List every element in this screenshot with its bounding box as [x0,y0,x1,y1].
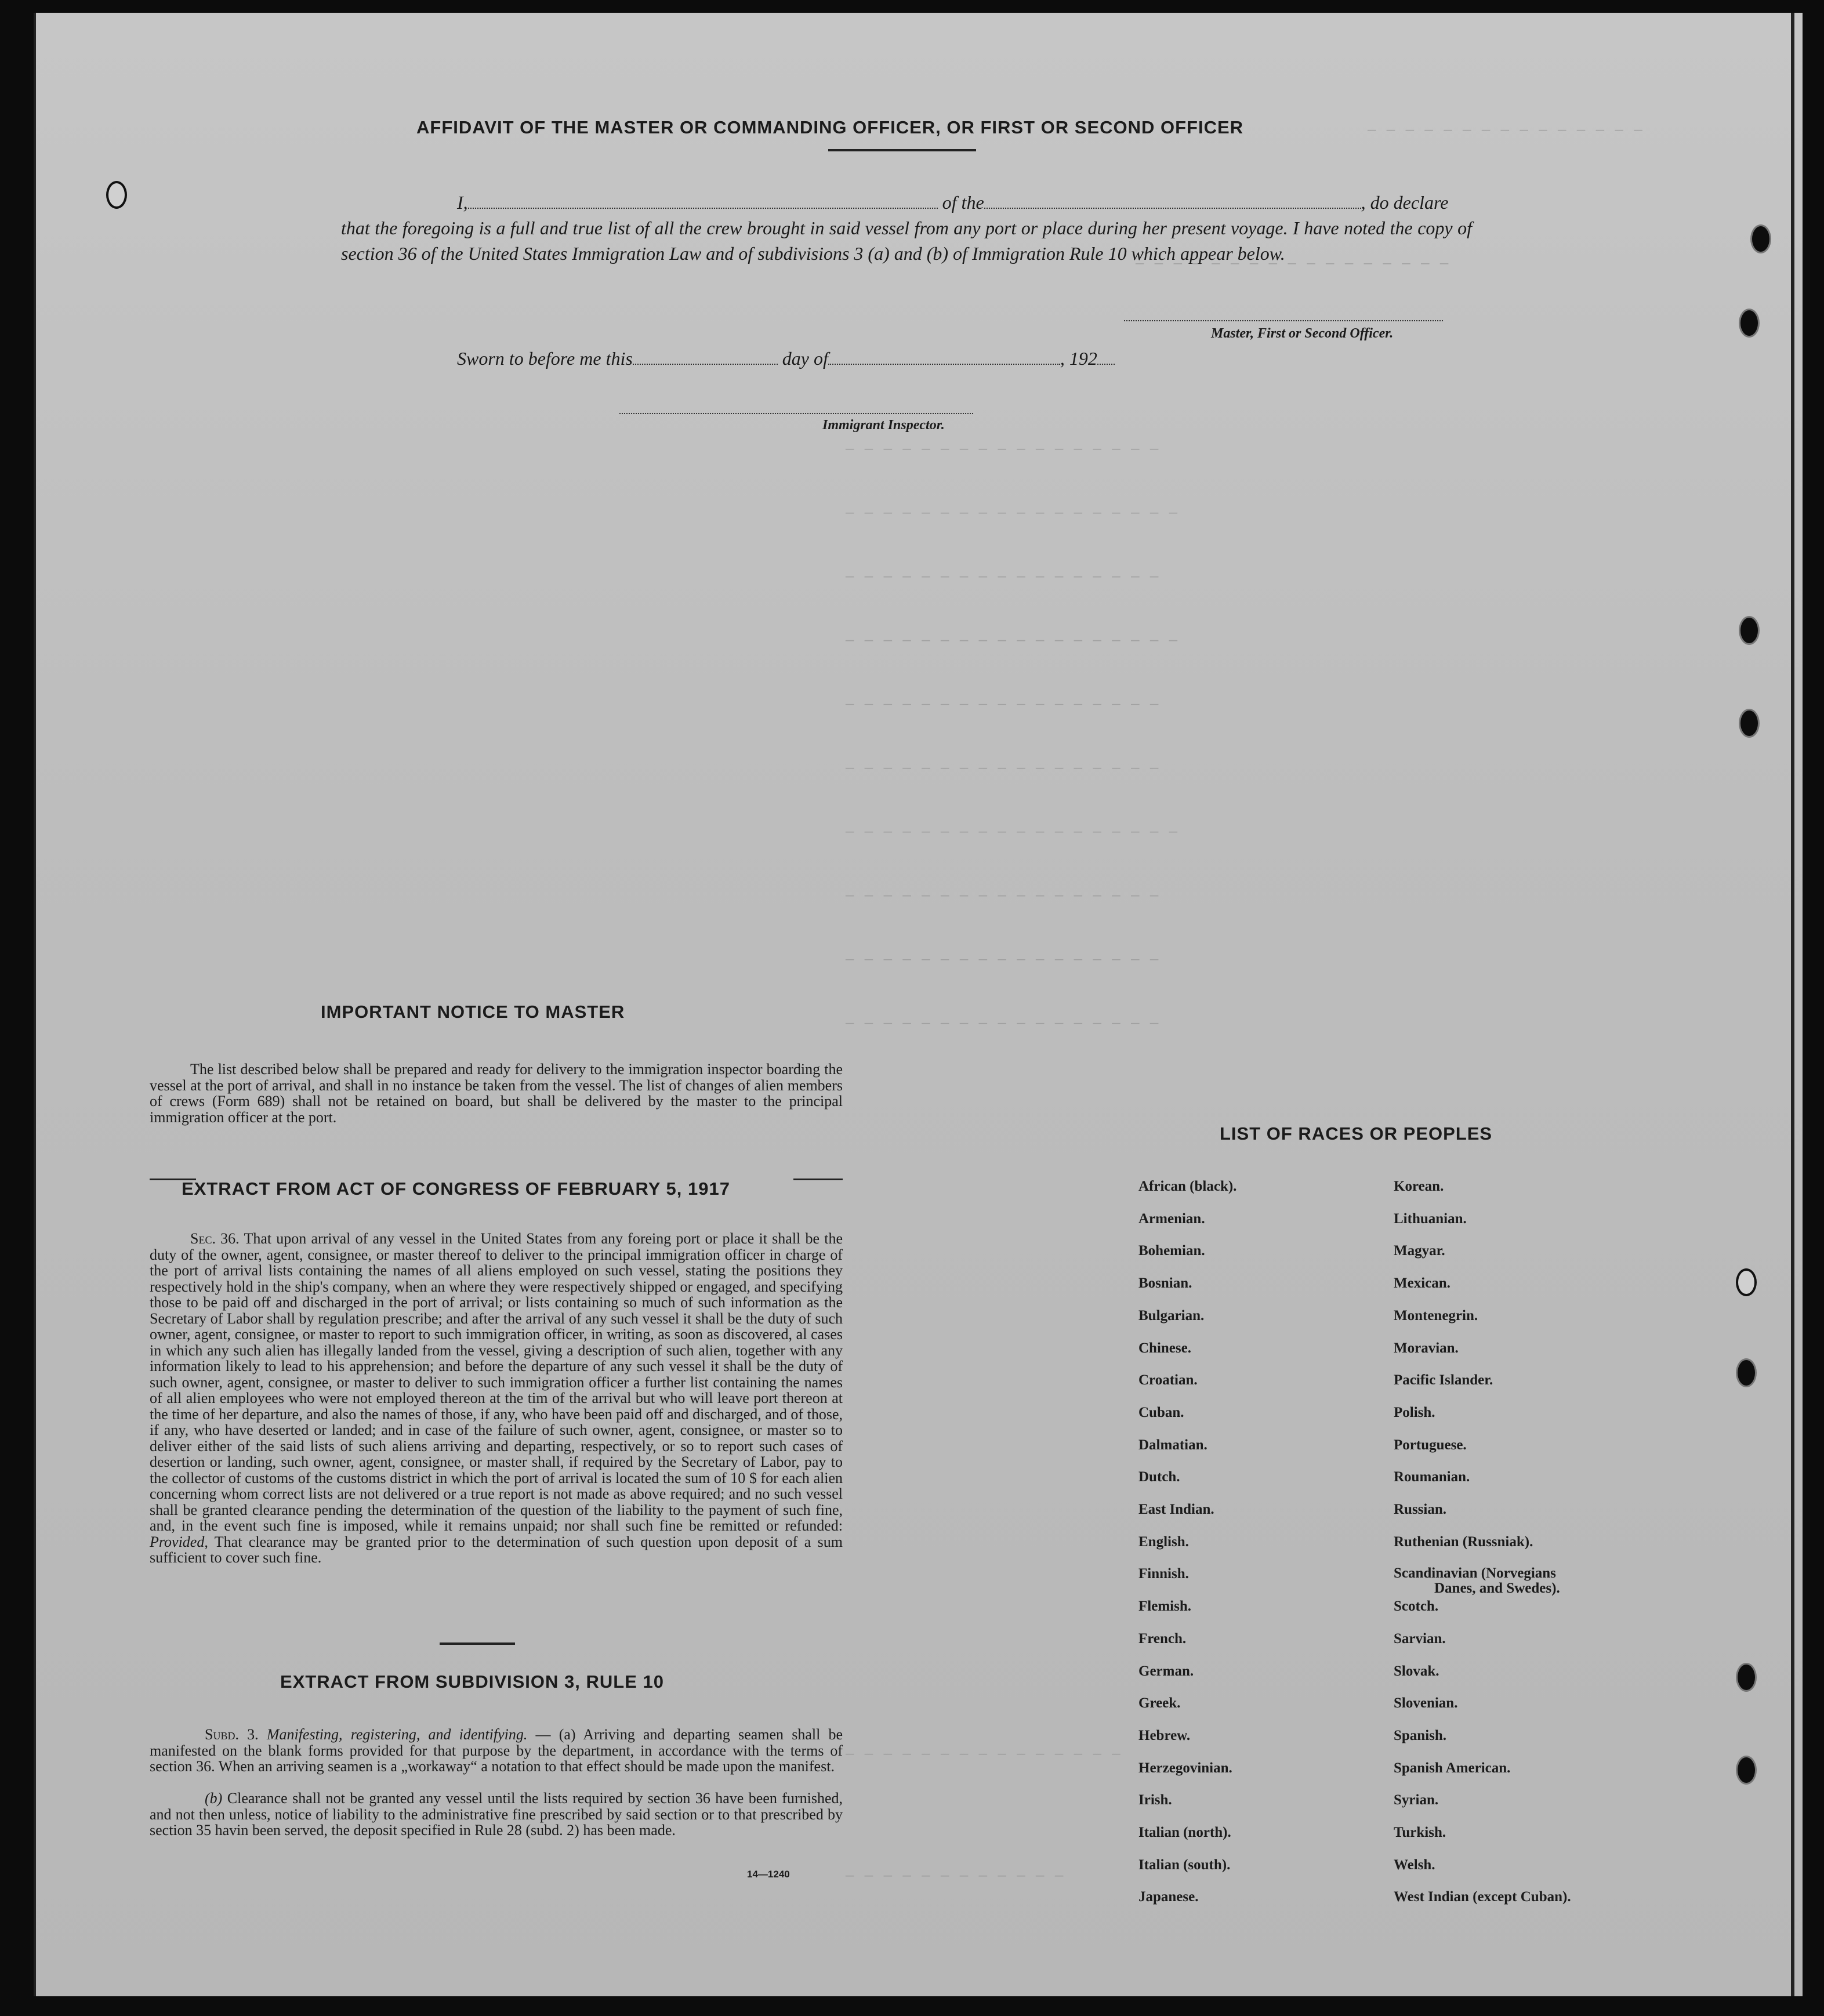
race-item: Croatian. [1138,1372,1198,1388]
left-page-edge [34,13,36,1996]
month-blank[interactable] [828,350,1060,365]
race-item [1394,1469,1470,1485]
master-signature-label: Master, First or Second Officer. [1211,326,1394,341]
race-item [1394,1179,1444,1195]
race-item [1394,1598,1438,1615]
race-label: Turkish. [1394,1825,1446,1840]
race-label: Portuguese. [1394,1437,1467,1453]
affidavit-body: that the foregoing is a full and true list of all the crew brought in said vessel from any port or place during her present voyage. I have noted the copy of section 36 of the United States Immigration Law and of subdivisions 3 (a) and (b) of Immigration Rule 10 which appear below. [341,217,1472,264]
race-item [1394,1695,1457,1712]
race-label: Magyar. [1394,1243,1445,1259]
race-label: Lithuanian. [1394,1210,1467,1227]
race-label: Montenegrin. [1394,1307,1478,1324]
bleed-through: — — — — — — — — — — — — — — — — — — — — — — — — — — — — — — — — — — — — — — — — — — — — — — — — — — — — — — — — — — — — — — — — — — — — — — — — — — — — — — — — — — — — — — — — — — — — — — — — — — — — — — — — — — — — — — — — — — — — — — — — — — — — — — — — — — — — — — — — — — — — — — — — — — — — — — — — — — — — — — — — — — — — — — — — — — — — — — — — — — — — — — — — — — — — — — — — — — — — — — — — — — — — — — — — — — — — — — — — — — — — — — — — — — — — — — — — [846,123,1644,1884]
punch-hole [1736,1663,1757,1692]
year-blank[interactable] [1097,350,1115,365]
race-item: Armenian. [1138,1210,1205,1227]
title-rule [828,149,976,151]
race-label: Sarvian. [1394,1630,1446,1647]
race-label: Roumanian. [1394,1469,1470,1485]
race-item [1394,1825,1446,1841]
race-item: Dutch. [1138,1469,1180,1485]
notice-title: IMPORTANT NOTICE TO MASTER [321,1002,625,1022]
inspector-signature-line[interactable] [619,413,973,414]
race-item [1394,1405,1435,1421]
race-label: Syrian. [1394,1792,1439,1808]
race-item: Italian (north). [1138,1825,1231,1840]
race-label: Slovenian. [1394,1695,1458,1712]
race-item [1394,1437,1467,1453]
race-item [1394,1243,1445,1259]
race-label: Korean. [1394,1179,1444,1194]
race-label: Welsh. [1394,1857,1435,1873]
race-label: Moravian. [1394,1340,1459,1356]
race-label: Spanish. [1394,1727,1447,1743]
sworn-line: Sworn to before me this day of , 192 [457,348,1115,369]
race-item [1394,1728,1446,1744]
punch-hole [1736,1268,1757,1296]
affidavit-first-line: I, of the , do declare [457,192,1449,213]
punch-hole [1739,616,1760,645]
race-item: Bulgarian. [1138,1307,1205,1324]
race-item: Italian (south). [1138,1857,1231,1873]
race-label: Pacific Islander. [1394,1372,1493,1388]
race-item [1394,1631,1446,1647]
race-item: English. [1138,1533,1189,1550]
race-item: Finnish. [1138,1566,1189,1582]
race-item: Dalmatian. [1138,1437,1207,1453]
affidavit-text [341,190,1472,266]
race-label: Spanish American. [1394,1760,1511,1776]
race-item [1394,1857,1435,1873]
race-label: Ruthenian (Russniak). [1394,1533,1533,1550]
punch-hole [1736,1756,1757,1785]
race-item [1394,1340,1459,1357]
rule-text-a: Subd. 3. Manifesting, registering, and identifying. — (a) Arriving and departing seamen shall be manifested on the blank forms provided for that purpose by the department, in accordance with the terms of section 36. When an arriving seamen is a „workaway“ a notation to that effect should be made upon the manifest. [150,1726,843,1775]
master-signature-line[interactable] [1124,320,1443,321]
race-item: East Indian. [1138,1502,1214,1517]
race-label-continued: Danes, and Swedes). [1434,1580,1560,1597]
punch-hole [1739,709,1760,738]
name-blank[interactable] [468,194,938,209]
act-text: Sec. 36. That upon arrival of any vessel in the United States from any foreing port or place it shall be the duty of the owner, agent, consignee, or master thereof to deliver to the principal immigration officer in charge of the port of arrival lists containing the names of all aliens employed on such vessel, stating the positions they respectively hold in the ship's company, when an where they were respectively shipped or engaged, and specifying those to be paid off and discharged in the port of arrival; or lists containing so much of such information as the Secretary of Labor shall by regulation prescribe; and after the arrival of any such vessel it shall be the duty of such owner, agent, consignee, or master to report to such immigration officer, in writing, as soon as discovered, al cases in which any such alien has illegally landed from the vessel, giving a description of such alien, together with any information likely to lead to his apprehension; and before the departure of any such vessel it shall be the duty of such owner, agent, consignee, or master to deliver to such immigration officer a further list containing the names of all alien employees who were not employed thereon at the tim of the arrival but who will leave port thereon at the time of her departure, and also the names of those, if any, who have been paid off and discharged, and of those, if any, who have deserted or landed; and in case of the failure of such owner, agent, consignee, or master so to deliver either of the said lists of such aliens arriving and departing, respectively, or so to report such cases of desertion or landing, such owner, agent, consignee, or master shall, if required by the Secretary of Labor, pay to the collector of customs of the customs district in which the port of arrival is located the sum of 10 $ for each alien concerning whom correct lists are not delivered or a true report is not made as above required; and no such vessel shall be granted clearance pending the determination of the question of the liability to the payment of such fine, and, in the event such fine is imposed, while it remains unpaid; nor shall such fine be remitted or refunded: Provided, That clearance may be granted prior to the determination of such question upon deposit of a sum sufficient to cover such fine. [150,1230,843,1566]
rule-text-b: (b) Clearance shall not be granted any vessel until the lists required by section 36 have been furnished, and not then unless, notice of liability to the administrative fine prescribed by said section or to that prescribed by section 35 havin been served, the deposit specified in Rule 28 (subd. 2) has been made. [150,1790,843,1839]
inspector-label: Immigrant Inspector. [822,418,945,433]
race-item [1394,1889,1571,1905]
act-rule-right [793,1179,843,1180]
sec-label: Sec. 36. [190,1230,240,1247]
race-label: Russian. [1394,1502,1447,1517]
rule-divider [440,1642,515,1645]
race-label: Polish. [1394,1404,1435,1420]
race-item [1394,1534,1533,1550]
race-item [1394,1502,1446,1518]
punch-hole [106,181,127,209]
race-item: African (black). [1138,1179,1237,1194]
act-title: EXTRACT FROM ACT OF CONGRESS OF FEBRUARY 5, 1917 [182,1179,730,1199]
race-item [1394,1792,1438,1808]
race-label: Mexican. [1394,1275,1451,1292]
race-label: Scandinavian (Norvegians [1394,1565,1556,1582]
race-item: Hebrew. [1138,1727,1191,1743]
race-item [1394,1372,1493,1388]
race-label: Slovak. [1394,1663,1439,1679]
affidavit-title: AFFIDAVIT OF THE MASTER OR COMMANDING OFFICER, OR FIRST OR SECOND OFFICER [416,117,1244,137]
race-item: Japanese. [1138,1889,1199,1905]
form-number: 14—1240 [747,1869,790,1880]
race-item: Bosnian. [1138,1275,1192,1292]
rule-title: EXTRACT FROM SUBDIVISION 3, RULE 10 [280,1671,664,1692]
race-item: Cuban. [1138,1404,1184,1420]
day-blank[interactable] [633,350,778,365]
race-item: Irish. [1138,1792,1172,1808]
race-item: Chinese. [1138,1340,1191,1356]
race-label: West Indian (except Cuban). [1394,1889,1571,1905]
vessel-blank[interactable] [984,194,1361,209]
race-item [1394,1566,1560,1596]
notice-text: The list described below shall be prepared and ready for delivery to the immigration inspector boarding the vessel at the port of arrival, and shall in no instance be taken from the vessel. The list of changes of alien members of crews (Form 689) shall not be retained on board, but shall be delivered by the master to the principal immigration officer at the port. [150,1061,843,1126]
races-title: LIST OF RACES OR PEOPLES [1220,1123,1493,1144]
race-item [1394,1663,1439,1680]
punch-hole [1750,224,1771,253]
punch-hole [1739,309,1760,338]
document-page [34,13,1803,1996]
race-item [1394,1308,1478,1324]
race-item: Greek. [1138,1695,1181,1712]
race-item: German. [1138,1663,1194,1679]
race-item: Flemish. [1138,1598,1191,1615]
race-item: Bohemian. [1138,1243,1205,1259]
right-page-edge [1791,13,1794,1996]
punch-hole [1736,1358,1757,1387]
race-item [1394,1760,1510,1776]
race-item [1394,1211,1467,1227]
race-item: French. [1138,1630,1187,1647]
race-item: Herzegovinian. [1138,1760,1232,1776]
race-label: Scotch. [1394,1598,1439,1615]
race-item [1394,1275,1451,1292]
